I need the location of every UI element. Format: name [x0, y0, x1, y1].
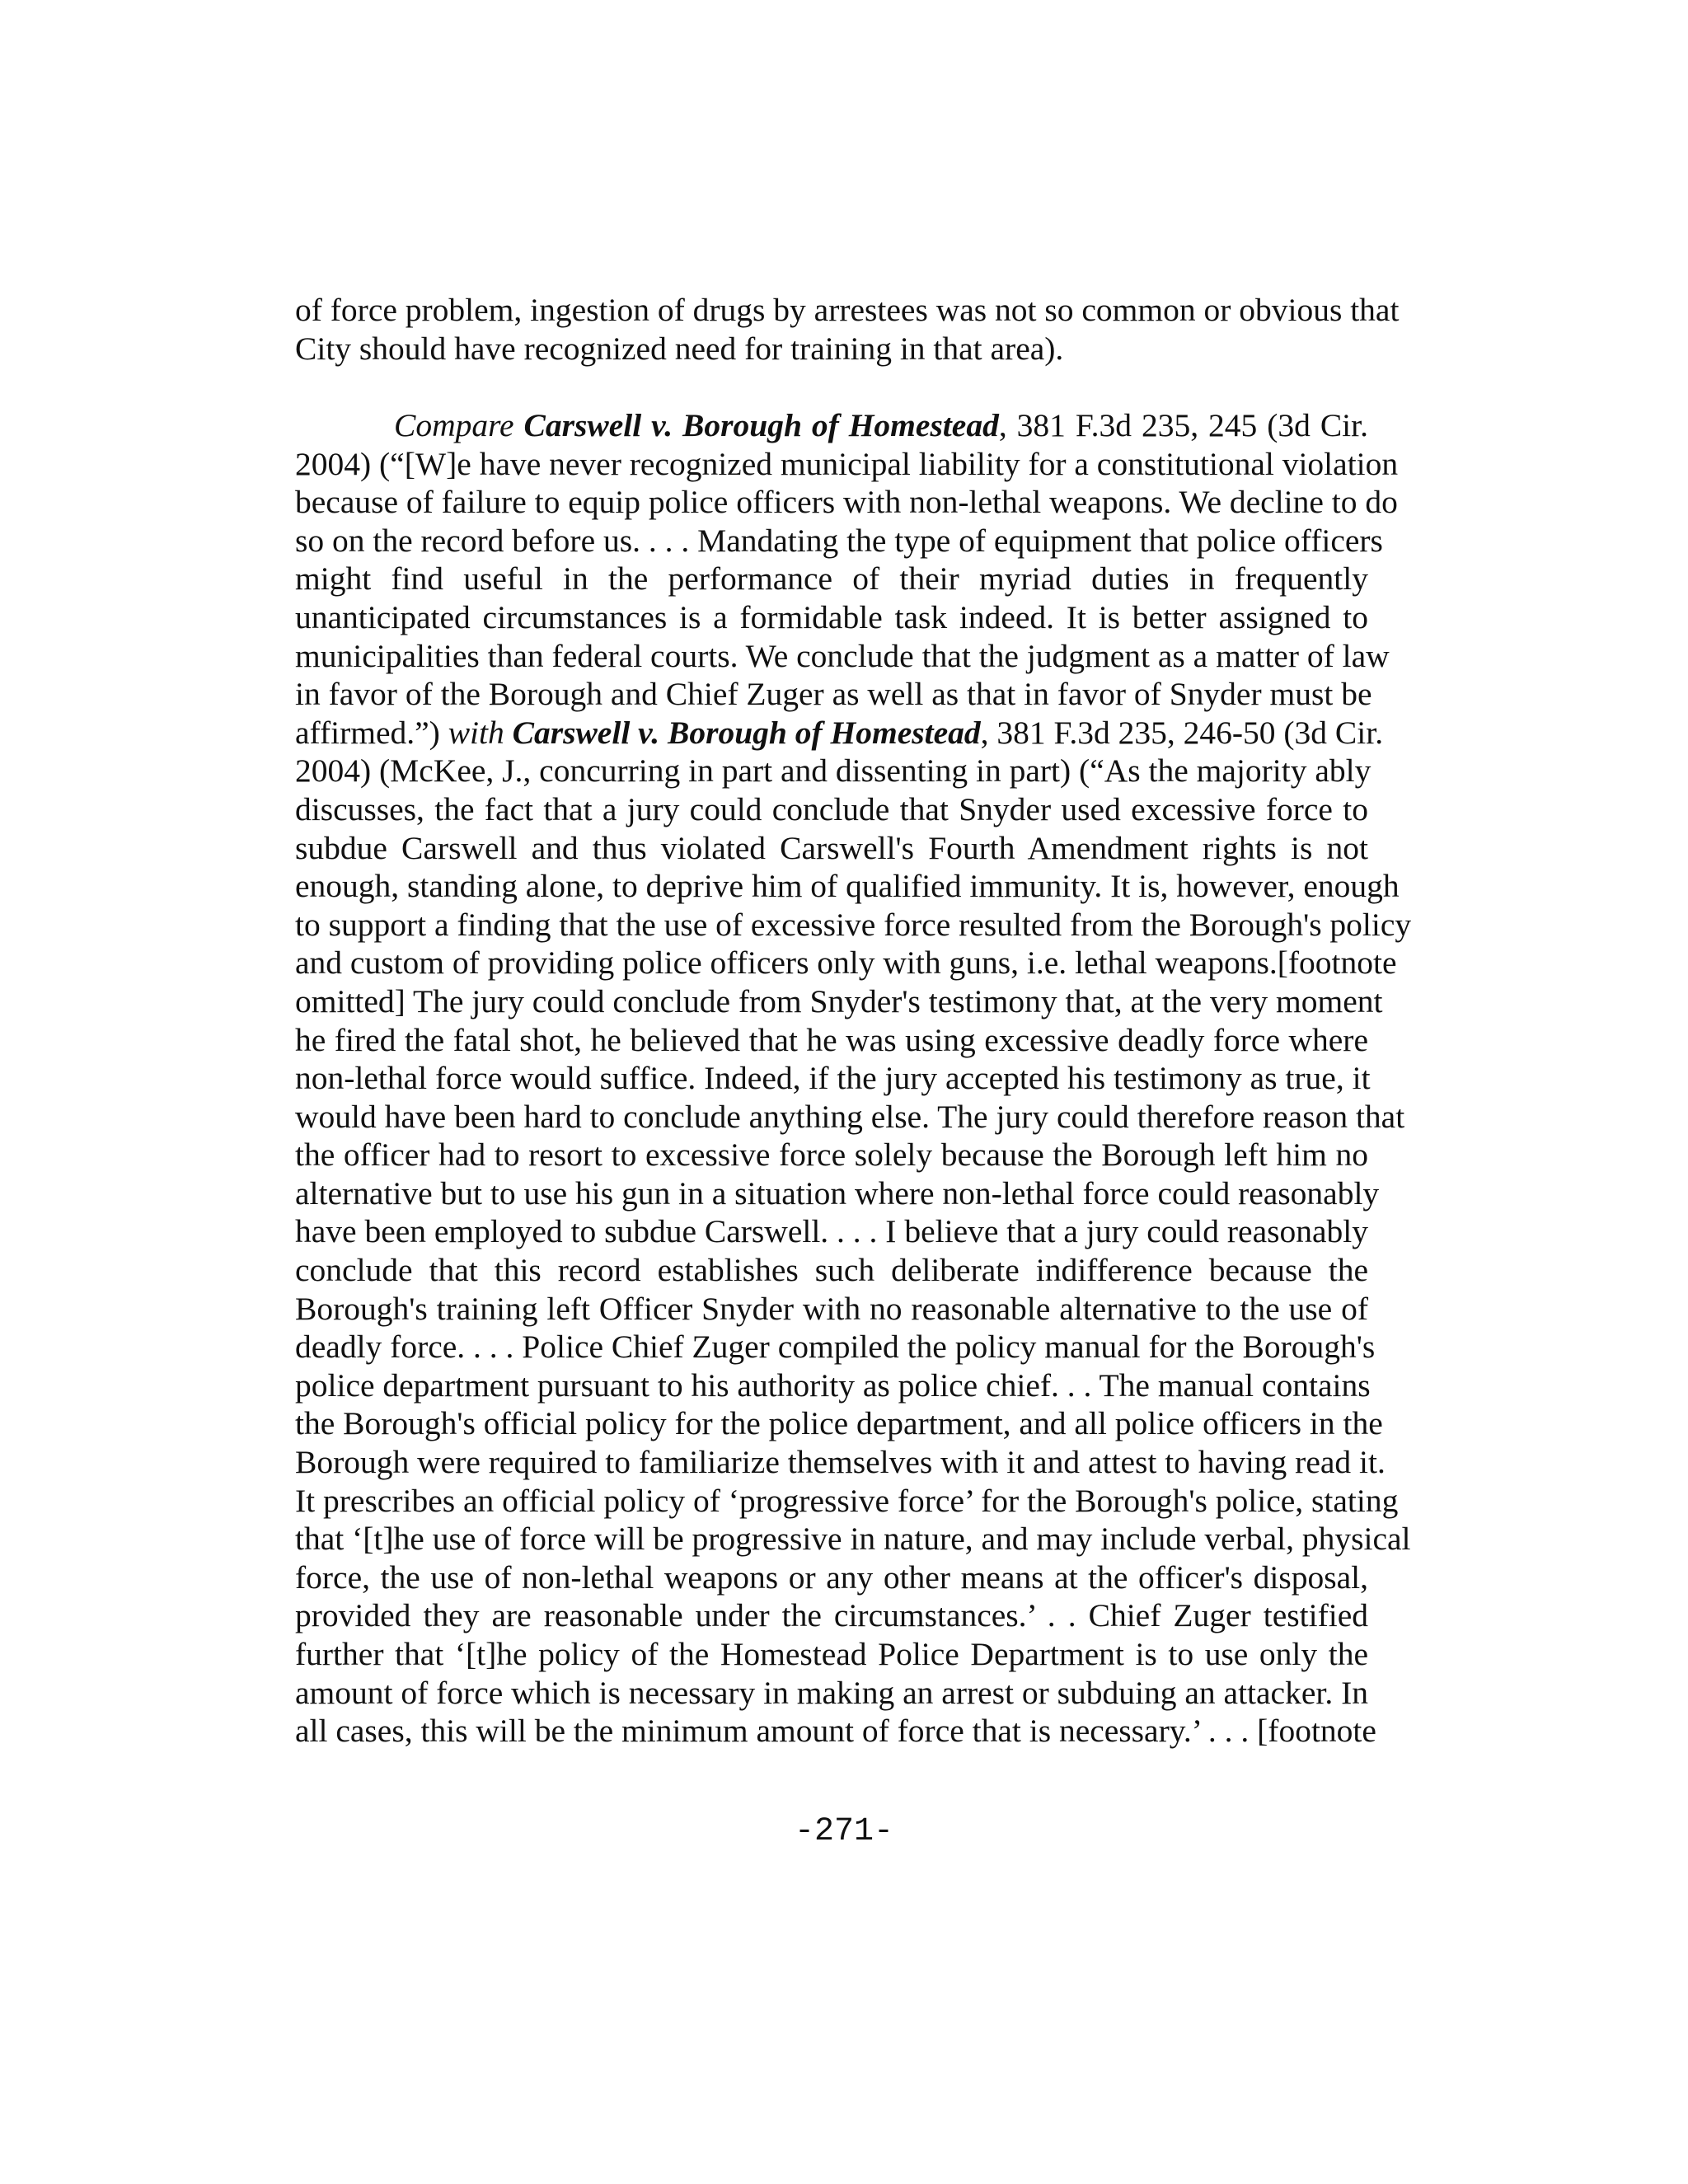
text-line: of force problem, ingestion of drugs by arrestees was not so common or obvious that: [295, 292, 1400, 328]
text-line: police department pursuant to his authority as police chief. . . The manual contains: [295, 1366, 1371, 1404]
signal-with: with: [448, 714, 504, 751]
signal-compare: Compare: [394, 407, 514, 443]
text-line: unanticipated circumstances is a formidable task indeed. It is better assigned to: [295, 598, 1368, 635]
affirmed-text: affirmed.”): [295, 714, 448, 751]
text-line: enough, standing alone, to deprive him of qualified immunity. It is, however, enough: [295, 868, 1400, 905]
text-line: Borough were required to familiarize themselves with it and attest to having read it.: [295, 1444, 1386, 1481]
text-line: 2004) (“[W]e have never recognized municipal liability for a constitutional violation: [295, 445, 1399, 482]
text-line: and custom of providing police officers only with guns, i.e. lethal weapons.[footnote: [295, 944, 1397, 982]
text-line: non-lethal force would suffice. Indeed, if the jury accepted his testimony as true, it: [295, 1060, 1371, 1097]
case-name: Carswell v. Borough of Homestead: [512, 714, 981, 751]
text-line: deadly force. . . . Police Chief Zuger compiled the policy manual for the Borough's: [295, 1329, 1376, 1366]
text-line: would have been hard to conclude anything else. The jury could therefore reason that: [295, 1098, 1405, 1135]
text-line: provided they are reasonable under the circumstances.’ . . Chief Zuger testified: [295, 1597, 1368, 1634]
text-line: to support a finding that the use of excessive force resulted from the Borough's policy: [295, 906, 1412, 943]
text-line: amount of force which is necessary in making an arrest or subduing an attacker. In: [295, 1674, 1368, 1711]
text-line: so on the record before us. . . . Mandating the type of equipment that police officers: [295, 522, 1383, 559]
text-line-first: [295, 406, 1368, 445]
text-line: alternative but to use his gun in a situation where non-lethal force could reasonably: [295, 1174, 1380, 1212]
text-line: subdue Carswell and thus violated Carswell's Fourth Amendment rights is not: [295, 829, 1368, 866]
text-line: conclude that this record establishes such deliberate indifference because the: [295, 1252, 1368, 1289]
text-line: 2004) (McKee, J., concurring in part and dissenting in part) (“As the majority ably: [295, 752, 1372, 790]
text-line: he fired the fatal shot, he believed that he was using excessive deadly force where: [295, 1021, 1368, 1058]
continuation-text: [295, 291, 1400, 368]
citation: , 381 F.3d 235, 245 (3d Cir.: [998, 407, 1368, 443]
text-line: that ‘[t]he use of force will be progressive in nature, and may include verbal, physical: [295, 1521, 1411, 1558]
text-line: discusses, the fact that a jury could conclude that Snyder used excessive force to: [295, 790, 1368, 827]
text-line: in favor of the Borough and Chief Zuger as well as that in favor of Snyder must be: [295, 676, 1372, 713]
text-line: force, the use of non-lethal weapons or any other means at the officer's disposal,: [295, 1558, 1368, 1596]
text-line: have been employed to subdue Carswell. . . . I believe that a jury could reasonably: [295, 1213, 1368, 1250]
text-line: municipalities than federal courts. We conclude that the judgment as a matter of law: [295, 637, 1390, 674]
compare-paragraph: [295, 406, 1412, 1750]
text-line: all cases, this will be the minimum amount of force that is necessary.’ . . . [footnote: [295, 1713, 1376, 1750]
page-number: -271-: [794, 1813, 894, 1850]
text-line: omitted] The jury could conclude from Snyder's testimony that, at the very moment: [295, 982, 1383, 1019]
text-line: further that ‘[t]he policy of the Homestead Police Department is to use only the: [295, 1636, 1368, 1672]
text-line: City should have recognized need for training in that area).: [295, 330, 1064, 367]
citation: , 381 F.3d 235, 246-50 (3d Cir.: [980, 714, 1384, 751]
text-line: Borough's training left Officer Snyder with no reasonable alternative to the use of: [295, 1290, 1368, 1327]
text-line: the Borough's official policy for the police department, and all police officers in the: [295, 1405, 1383, 1442]
text-line: the officer had to resort to excessive force solely because the Borough left him no: [295, 1137, 1368, 1174]
text-line: because of failure to equip police officers with non-lethal weapons. We decline to do: [295, 484, 1398, 521]
case-name: Carswell v. Borough of Homestead: [523, 407, 999, 443]
text-line: might find useful in the performance of their myriad duties in frequently: [295, 560, 1368, 598]
text-line-with: [295, 714, 1384, 752]
text-line: It prescribes an official policy of ‘progressive force’ for the Borough's police, stating: [295, 1482, 1399, 1519]
